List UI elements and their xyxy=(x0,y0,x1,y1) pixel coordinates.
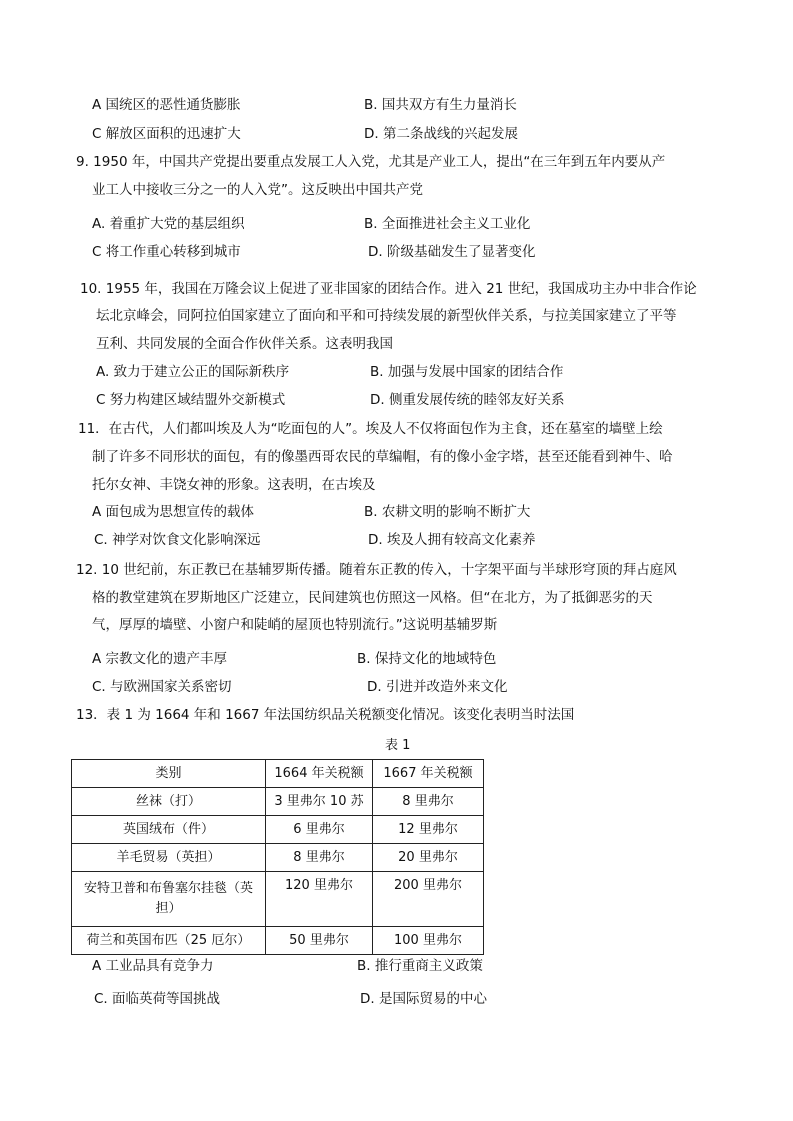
q10-stem-line-3: 互利、共同发展的全面合作伙伴关系。这表明我国 xyxy=(96,336,393,352)
q12-stem-line-1: 12. 10 世纪前，东正教已在基辅罗斯传播。随着东正教的传入，十字架平面与半球形穹顶的拜占庭风 xyxy=(76,562,677,578)
cell-1664: 8 里弗尔 xyxy=(266,844,373,872)
cell-1667: 100 里弗尔 xyxy=(373,927,484,955)
header-1664: 1664 年关税额 xyxy=(266,760,373,788)
header-category: 类别 xyxy=(72,760,266,788)
q11-stem-line-3: 托尔女神、丰饶女神的形象。这表明，在古埃及 xyxy=(92,477,376,493)
q9-option-d: D. 阶级基础发生了显著变化 xyxy=(368,244,536,260)
q11-option-b: B. 农耕文明的影响不断扩大 xyxy=(364,504,531,520)
q12-option-d: D. 引进并改造外来文化 xyxy=(367,679,508,695)
table-caption: 表 1 xyxy=(385,738,411,753)
q11-stem-line-2: 制了许多不同形状的面包，有的像墨西哥农民的草编帽，有的像小金字塔，甚至还能看到神牛、哈 xyxy=(92,449,673,465)
q9-option-a: A. 着重扩大党的基层组织 xyxy=(92,216,245,232)
q8-option-a: A 国统区的恶性通货膨胀 xyxy=(92,97,241,113)
q9-option-b: B. 全面推进社会主义工业化 xyxy=(364,216,531,232)
q10-stem-line-1: 10. 1955 年，我国在万隆会议上促进了亚非国家的团结合作。进入 21 世纪，我国成功主办中非合作论 xyxy=(80,281,697,297)
q9-option-c: C 将工作重心转移到城市 xyxy=(92,244,241,260)
header-1667: 1667 年关税额 xyxy=(373,760,484,788)
cell-1667: 20 里弗尔 xyxy=(373,844,484,872)
q13-option-b: B. 推行重商主义政策 xyxy=(357,958,483,974)
q9-stem-line-1: 9. 1950 年，中国共产党提出要重点发展工人入党，尤其是产业工人，提出“在三年到五年内要从产 xyxy=(76,154,666,170)
cell-1667: 12 里弗尔 xyxy=(373,816,484,844)
q12-stem-line-2: 格的教堂建筑在罗斯地区广泛建立，民间建筑也仿照这一风格。但“在北方，为了抵御恶劣的天 xyxy=(92,590,653,606)
q10-option-a: A. 致力于建立公正的国际新秩序 xyxy=(96,364,290,380)
table-row xyxy=(72,872,484,927)
q9-stem-line-2: 业工人中接收三分之一的人入党”。这反映出中国共产党 xyxy=(92,182,423,198)
q13-option-d: D. 是国际贸易的中心 xyxy=(360,991,487,1007)
cell-1667: 8 里弗尔 xyxy=(373,788,484,816)
cell-category: 丝袜（打） xyxy=(72,788,266,816)
q12-option-c: C. 与欧洲国家关系密切 xyxy=(92,679,232,695)
cell-category: 荷兰和英国布匹（25 厄尔） xyxy=(72,927,266,955)
q12-stem-line-3: 气，厚厚的墙壁、小窗户和陡峭的屋顶也特别流行。”这说明基辅罗斯 xyxy=(92,617,498,633)
table-row xyxy=(72,927,484,955)
q11-stem-line-1: 11．在古代，人们都叫埃及人为“吃面包的人”。埃及人不仅将面包作为主食，还在墓室的墙壁上绘 xyxy=(78,421,663,437)
q10-option-d: D. 侧重发展传统的睦邻友好关系 xyxy=(370,392,565,408)
cell-1664: 3 里弗尔 10 苏 xyxy=(266,788,373,816)
cell-category: 羊毛贸易（英担） xyxy=(72,844,266,872)
tariff-table xyxy=(71,759,484,955)
q11-option-a: A 面包成为思想宣传的载体 xyxy=(92,504,255,520)
q10-option-b: B. 加强与发展中国家的团结合作 xyxy=(370,364,564,380)
q8-option-d: D. 第二条战线的兴起发展 xyxy=(364,126,518,142)
table-row xyxy=(72,788,484,816)
cell-category: 安特卫普和布鲁塞尔挂毯（英担） xyxy=(72,872,266,927)
table-row xyxy=(72,844,484,872)
q8-option-c: C 解放区面积的迅速扩大 xyxy=(92,126,241,142)
cell-1664: 6 里弗尔 xyxy=(266,816,373,844)
q8-option-b: B. 国共双方有生力量消长 xyxy=(364,97,517,113)
cell-1667: 200 里弗尔 xyxy=(373,872,484,927)
q13-option-c: C. 面临英荷等国挑战 xyxy=(94,991,221,1007)
q12-option-a: A 宗教文化的遗产丰厚 xyxy=(92,651,228,667)
q13-stem-line-1: 13．表 1 为 1664 年和 1667 年法国纺织品关税额变化情况。该变化表明当时法国 xyxy=(76,707,575,723)
table-row xyxy=(72,816,484,844)
q12-option-b: B. 保持文化的地域特色 xyxy=(357,651,497,667)
q10-stem-line-2: 坛北京峰会，同阿拉伯国家建立了面向和平和可持续发展的新型伙伴关系，与拉美国家建立了平等 xyxy=(96,308,677,324)
q11-option-d: D. 埃及人拥有较高文化素养 xyxy=(368,532,536,548)
cell-category: 英国绒布（件） xyxy=(72,816,266,844)
q13-option-a: A 工业品具有竞争力 xyxy=(92,958,214,974)
q11-option-c: C. 神学对饮食文化影响深远 xyxy=(94,532,261,548)
cell-1664: 120 里弗尔 xyxy=(266,872,373,927)
q10-option-c: C 努力构建区域结盟外交新模式 xyxy=(96,392,286,408)
table-header-row xyxy=(72,760,484,788)
cell-1664: 50 里弗尔 xyxy=(266,927,373,955)
